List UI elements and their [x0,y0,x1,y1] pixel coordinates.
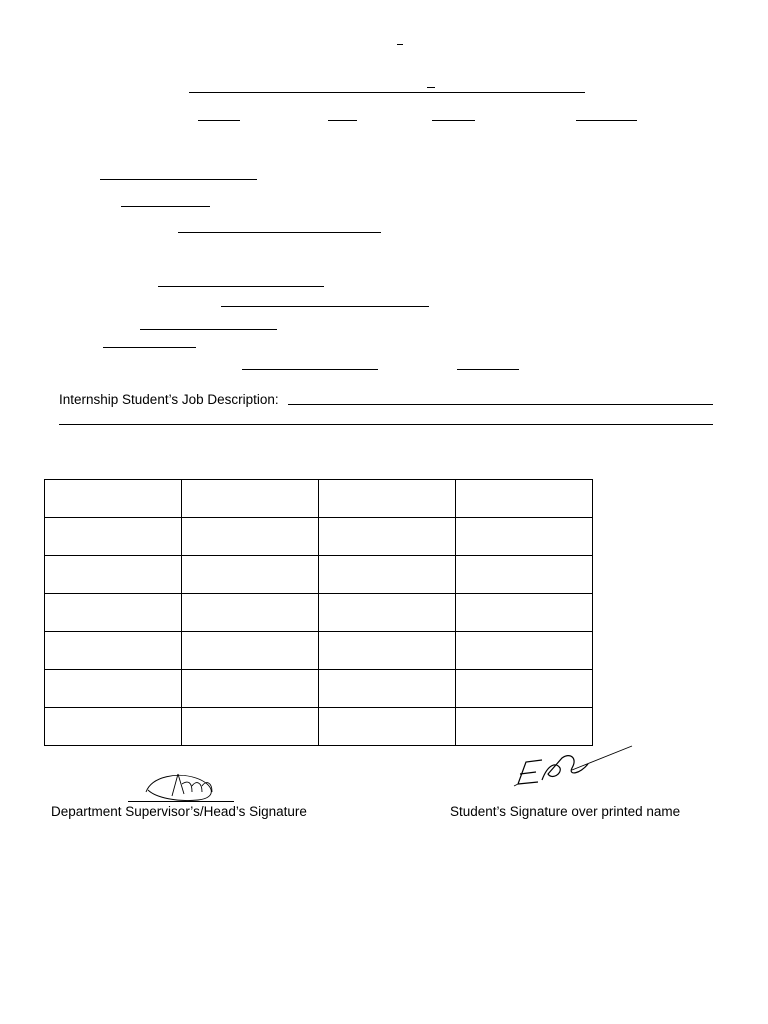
table-cell[interactable] [319,670,456,708]
table-cell[interactable] [182,480,319,518]
info-field-blank [457,369,519,370]
date-blank-3 [432,120,475,121]
table-cell[interactable] [319,518,456,556]
student-signature-image [512,744,642,794]
table-cell[interactable] [45,518,182,556]
job-description-line-1[interactable] [288,404,713,405]
table-cell[interactable] [45,480,182,518]
table-cell[interactable] [182,632,319,670]
header-dash-mark [397,44,403,45]
table-cell[interactable] [456,556,593,594]
table-cell[interactable] [182,708,319,746]
table-cell[interactable] [456,708,593,746]
info-field-blank [103,347,196,348]
table-cell[interactable] [319,594,456,632]
info-field-blank [158,286,324,287]
table-cell[interactable] [456,480,593,518]
job-description-line-2[interactable] [59,424,713,425]
table-row [45,708,593,746]
table-cell[interactable] [45,708,182,746]
table-row [45,594,593,632]
info-field-blank [100,179,257,180]
table-row [45,670,593,708]
supervisor-signature-line [128,801,234,802]
info-field-blank [178,232,381,233]
table-cell[interactable] [456,594,593,632]
table-row [45,556,593,594]
info-field-blank [121,206,210,207]
table-cell[interactable] [456,670,593,708]
title-dash-mark [427,87,435,88]
table-cell[interactable] [319,708,456,746]
date-blank-4 [576,120,637,121]
table-cell[interactable] [45,670,182,708]
table-cell[interactable] [45,632,182,670]
table-cell[interactable] [182,518,319,556]
title-blank [189,92,585,93]
table-cell[interactable] [319,632,456,670]
table-cell[interactable] [456,518,593,556]
table-cell[interactable] [456,632,593,670]
student-signature-label: Student’s Signature over printed name [450,804,681,819]
table-row [45,480,593,518]
table-cell[interactable] [319,556,456,594]
table-cell[interactable] [319,480,456,518]
schedule-table [44,479,593,746]
table-cell[interactable] [45,594,182,632]
date-blank-1 [198,120,240,121]
table-cell[interactable] [182,594,319,632]
table-cell[interactable] [45,556,182,594]
job-description-label: Internship Student’s Job Description: [59,392,279,407]
table-cell[interactable] [182,556,319,594]
table-row [45,518,593,556]
table-cell[interactable] [182,670,319,708]
info-field-blank [140,329,277,330]
table-row [45,632,593,670]
supervisor-signature-label: Department Supervisor’s/Head’s Signature [51,804,307,819]
info-field-blank [221,306,429,307]
info-field-blank [242,369,378,370]
date-blank-2 [328,120,357,121]
